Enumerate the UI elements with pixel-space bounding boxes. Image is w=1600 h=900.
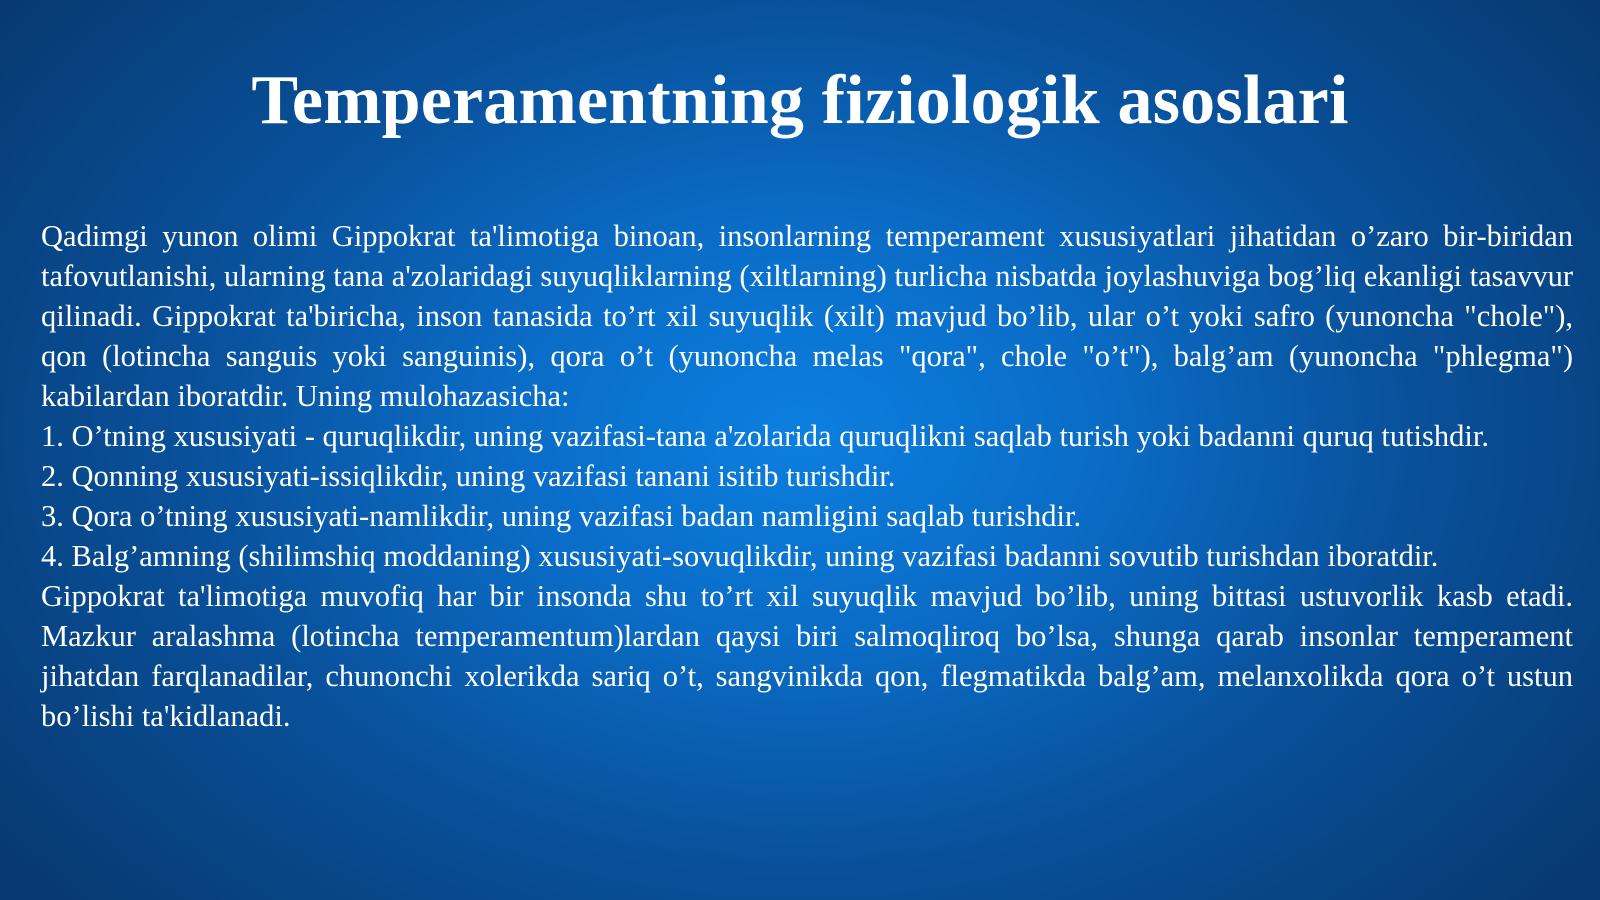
list-item-cold: 4. Balg’amning (shilimshiq moddaning) xususiyati-sovuqlikdir, uning vazifasi badanni sovutib turishdan iboratdir.	[41, 539, 1439, 573]
slide-body	[41, 216, 1573, 736]
slide-title: Temperamentning fiziologik asoslari	[251, 62, 1349, 139]
list-item-dry: 1. O’tning xususiyati - quruqlikdir, uning vazifasi-tana a'zolarida quruqlikni saqlab turish yoki badanni quruq tutishdir.	[41, 419, 1489, 453]
list-item-warm: 2. Qonning xususiyati-issiqlikdir, uning vazifasi tanani isitib turishdir.	[41, 459, 896, 493]
intro-paragraph: Qadimgi yunon olimi Gippokrat ta'limotiga binoan, insonlarning temperament xususiyatlari jihatidan o’zaro bir-biridan tafovutlanishi, ularning tana a'zolaridagi suyuqliklarning (xiltlarning) turlicha nisbatda joylashuviga bog’liq ekanligi tasavvur qilinadi. Gippokrat ta'biricha, inson tanasida to’rt xil suyuqlik (xilt) mavjud bo’lib, ular o’t yoki safro (yunoncha "chole"), qon (lotincha sanguis yoki sanguinis), qora o’t (yunoncha melas "qora", chole "o’t"), balg’am (yunoncha "phlegma") kabilardan iboratdir. Uning mulohazasicha:	[41, 219, 1573, 413]
conclusion-paragraph: Gippokrat ta'limotiga muvofiq har bir insonda shu to’rt xil suyuqlik mavjud bo’lib, uning bittasi ustuvorlik kasb etadi. Mazkur aralashma (lotincha temperamentum)lardan qaysi biri salmoqliroq bo’lsa, shunga qarab insonlar temperament jihatdan farqlanadilar, chunonchi xolerikda sariq o’t, sangvinikda qon, flegmatikda balg’am, melanxolikda qora o’t ustun bo’lishi ta'kidlanadi.	[41, 579, 1573, 733]
list-item-moist: 3. Qora o’tning xususiyati-namlikdir, uning vazifasi badan namligini saqlab turishdir.	[41, 499, 1082, 533]
